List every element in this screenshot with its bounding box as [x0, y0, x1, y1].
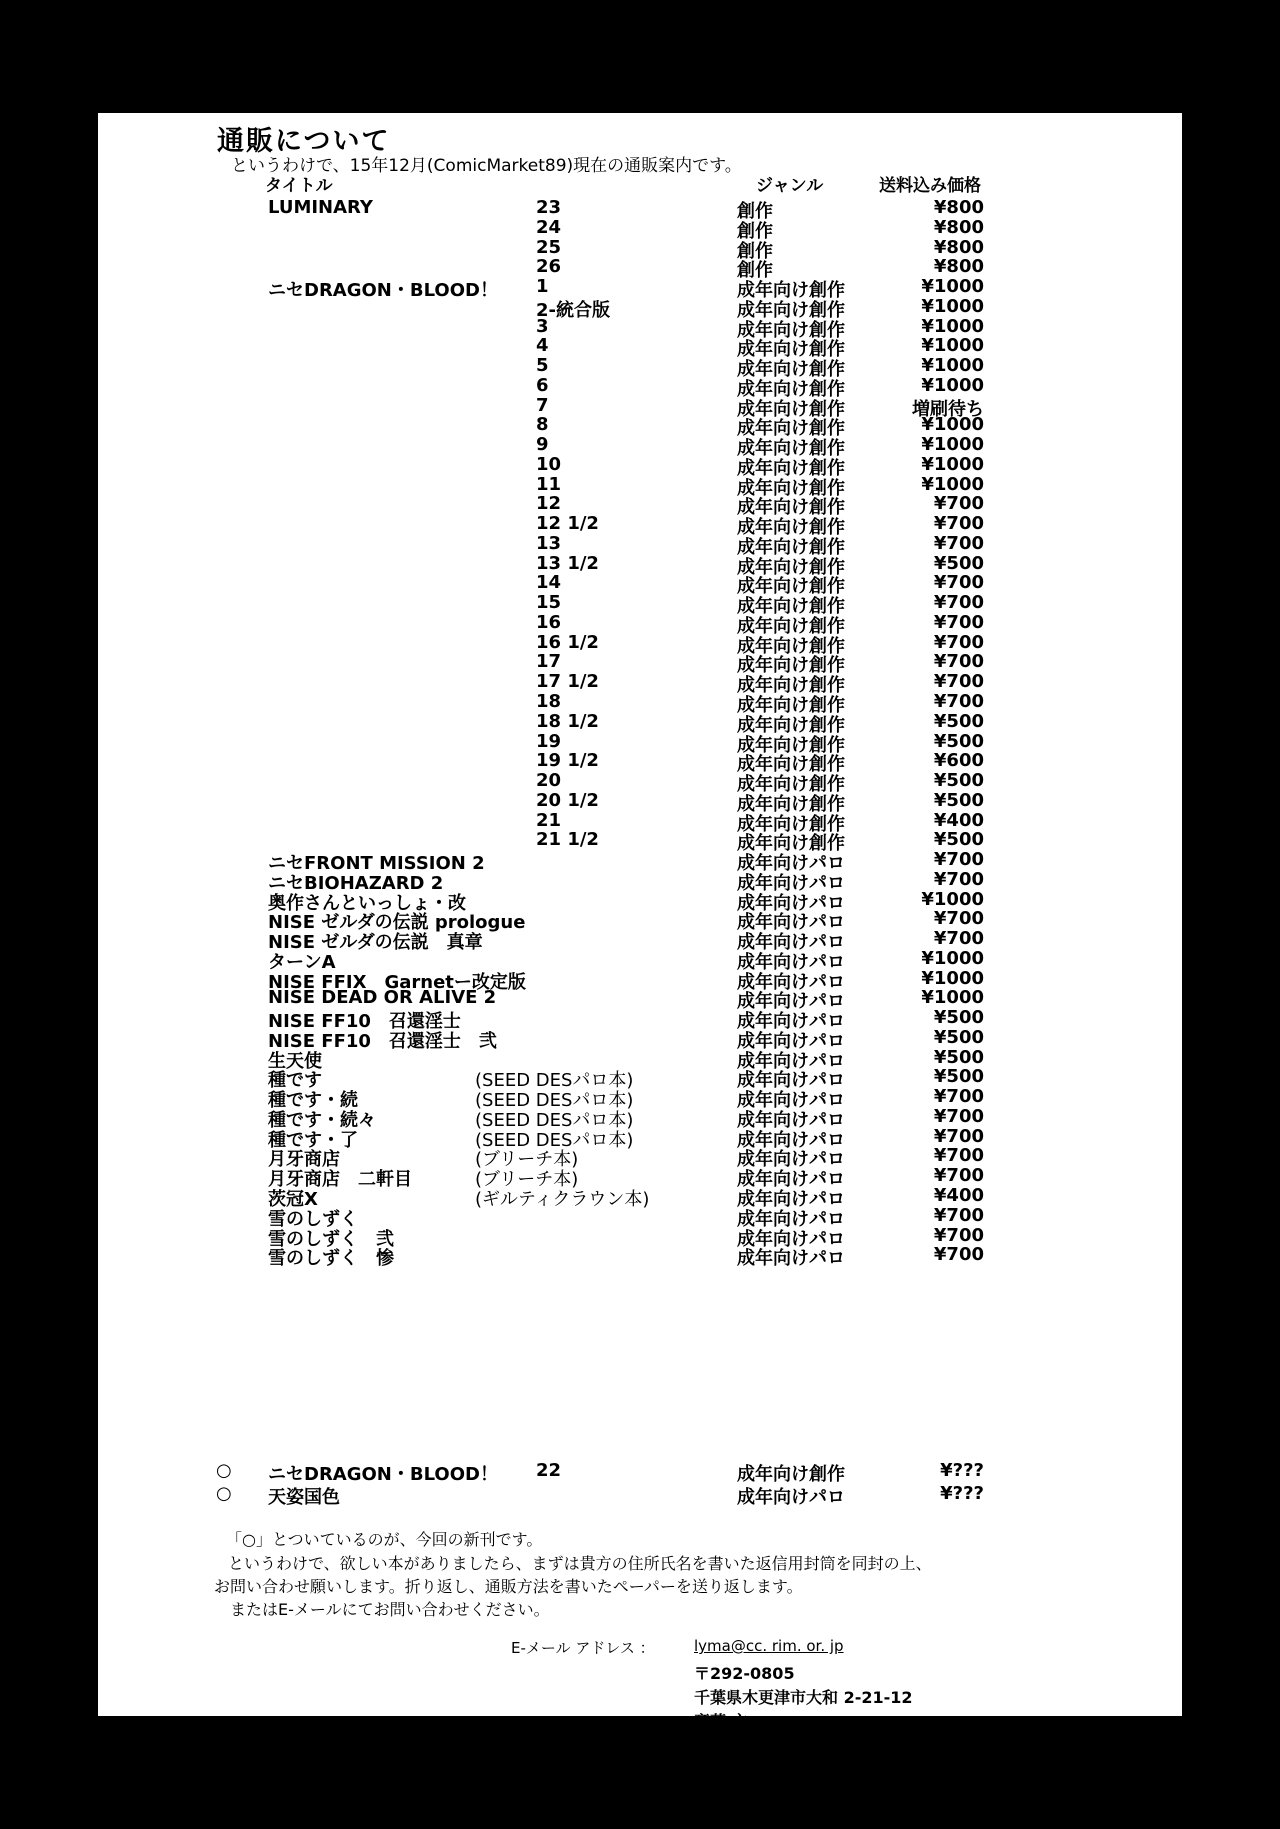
book-price: ¥1000	[921, 374, 984, 396]
book-genre: 成年向け創作	[737, 477, 845, 499]
book-genre: 成年向けパロ	[737, 1070, 845, 1092]
book-genre: 成年向け創作	[737, 556, 845, 578]
book-title: ニセDRAGON・BLOOD！	[268, 280, 498, 302]
volume-number: 6	[536, 374, 549, 396]
volume-number: 13 1/2	[536, 552, 599, 574]
volume-number: 3	[536, 315, 549, 337]
book-title: NISE DEAD OR ALIVE 2	[268, 987, 497, 1009]
book-price: ¥700	[933, 908, 984, 930]
book-genre: 成年向けパロ	[737, 1228, 845, 1250]
book-genre: 成年向けパロ	[737, 1050, 845, 1072]
book-price: ¥700	[933, 592, 984, 614]
book-price: ¥1000	[921, 276, 984, 298]
postal-code: 〒292-0805	[694, 1664, 795, 1683]
volume-number: 12 1/2	[536, 513, 599, 535]
book-price: ¥700	[933, 1165, 984, 1187]
volume-number: 8	[536, 414, 549, 436]
volume-number: 17 1/2	[536, 671, 599, 693]
book-genre: 成年向け創作	[737, 536, 845, 558]
volume-number: 9	[536, 434, 549, 456]
table-row	[0, 1460, 1280, 1483]
book-price: ¥1000	[921, 967, 984, 989]
book-title: 種です	[268, 1070, 322, 1092]
volume-number: 23	[536, 197, 562, 218]
book-note: (SEED DESパロ本)	[475, 1090, 634, 1112]
volume-number: 7	[536, 394, 549, 416]
column-header-genre: ジャンル	[756, 176, 824, 196]
book-price: ¥500	[933, 552, 984, 574]
book-price: ¥500	[933, 1007, 984, 1029]
book-genre: 成年向けパロ	[737, 872, 845, 894]
book-price: ¥700	[933, 611, 984, 633]
book-genre: 成年向け創作	[737, 695, 845, 716]
volume-number: 14	[536, 572, 562, 594]
book-genre: 成年向け創作	[737, 596, 845, 618]
book-genre: 成年向け創作	[737, 378, 845, 400]
book-genre: 成年向けパロ	[737, 1149, 845, 1171]
book-price: ¥500	[933, 730, 984, 752]
book-title: 雪のしずく 惨	[268, 1248, 394, 1270]
volume-number: 26	[536, 256, 562, 278]
book-price: ¥1000	[921, 295, 984, 317]
book-title: 雪のしずく	[268, 1208, 358, 1230]
book-title: 天姿国色	[268, 1487, 340, 1508]
book-genre: 創作	[737, 240, 773, 262]
book-price: ¥700	[933, 671, 984, 693]
book-genre: 成年向けパロ	[737, 1248, 845, 1270]
book-title: 種です・続々	[268, 1109, 376, 1131]
book-price: ¥400	[933, 1185, 984, 1206]
footer-line-3: お問い合わせ願いします。折り返し、通販方法を書いたペーパーを送り返します。	[214, 1577, 803, 1596]
volume-number: 1	[536, 276, 549, 298]
book-price: ¥700	[933, 532, 984, 554]
volume-number: 18	[536, 691, 562, 712]
book-title: 種です・続	[268, 1090, 358, 1112]
book-title: ターンA	[268, 951, 336, 973]
page-title: 通販について	[217, 126, 391, 157]
book-genre: 成年向けパロ	[737, 1129, 845, 1151]
volume-number: 20	[536, 770, 562, 792]
volume-number: 25	[536, 236, 562, 258]
book-genre: 成年向けパロ	[737, 1169, 845, 1191]
volume-number: 17	[536, 651, 562, 673]
book-price: ¥700	[933, 631, 984, 653]
book-title: NISE ゼルダの伝説 真章	[268, 932, 483, 954]
book-title: ニセFRONT MISSION 2	[268, 853, 485, 875]
book-genre: 成年向け創作	[737, 774, 845, 796]
book-genre: 成年向け創作	[737, 813, 845, 835]
book-genre: 成年向け創作	[737, 398, 845, 420]
book-price: ¥700	[933, 1086, 984, 1108]
column-header-price: 送料込み価格	[879, 176, 981, 196]
volume-number: 19 1/2	[536, 750, 599, 772]
book-price: ¥700	[933, 1224, 984, 1246]
book-genre: 創作	[737, 260, 773, 282]
book-title: NISE FF10 召還淫士	[268, 1011, 461, 1033]
book-genre: 成年向け創作	[737, 714, 845, 736]
table-row	[0, 1244, 1280, 1270]
book-price: ¥1000	[921, 473, 984, 495]
book-price: ¥800	[933, 236, 984, 258]
book-genre: 成年向けパロ	[737, 1090, 845, 1112]
book-genre: 成年向け創作	[737, 675, 845, 697]
book-title: NISE ゼルダの伝説 prologue	[268, 912, 526, 934]
book-title: 奥作さんといっしょ・改	[268, 892, 466, 914]
volume-number: 16 1/2	[536, 631, 599, 653]
book-price: ¥800	[933, 216, 984, 238]
book-genre: 成年向けパロ	[737, 1487, 845, 1508]
book-price: 増刷待ち	[912, 398, 984, 420]
book-price: ¥???	[940, 1460, 984, 1481]
volume-number: 21	[536, 809, 562, 831]
book-price: ¥500	[933, 710, 984, 732]
book-genre: 成年向け創作	[737, 517, 845, 539]
book-title: NISE FFIX Garnetー改定版	[268, 971, 526, 993]
book-price: ¥700	[933, 1145, 984, 1167]
book-price: ¥1000	[921, 414, 984, 436]
address: 千葉県木更津市大和 2-21-12	[694, 1688, 913, 1707]
book-genre: 成年向けパロ	[737, 892, 845, 914]
book-price: ¥1000	[921, 947, 984, 969]
column-header-title: タイトル	[265, 176, 333, 196]
book-genre: 成年向け創作	[737, 754, 845, 776]
book-price: ¥700	[933, 1244, 984, 1266]
book-title: 生天使	[268, 1050, 322, 1072]
volume-number: 21 1/2	[536, 829, 599, 851]
book-title: NISE FF10 召還淫士 弐	[268, 1030, 497, 1052]
table-row	[0, 1483, 1280, 1506]
book-genre: 創作	[737, 220, 773, 242]
footer-line-4: またはE-メールにてお問い合わせください。	[230, 1600, 550, 1619]
book-price: ¥1000	[921, 355, 984, 377]
book-price: ¥700	[933, 572, 984, 594]
book-genre: 成年向け創作	[737, 833, 845, 855]
volume-number: 10	[536, 453, 562, 475]
book-note: (ブリーチ本)	[475, 1169, 579, 1191]
book-genre: 成年向け創作	[737, 793, 845, 815]
book-genre: 成年向け創作	[737, 615, 845, 637]
book-price: ¥700	[933, 651, 984, 673]
book-price: ¥800	[933, 197, 984, 218]
book-genre: 成年向け創作	[737, 339, 845, 361]
footer-line-2: というわけで、欲しい本がありましたら、まずは貴方の住所氏名を書いた返信用封筒を同封の上、	[228, 1554, 932, 1573]
volume-number: 13	[536, 532, 562, 554]
book-price: ¥700	[933, 513, 984, 535]
book-genre: 成年向け創作	[737, 438, 845, 460]
volume-number: 5	[536, 355, 549, 377]
book-title: 月牙商店 二軒目	[268, 1169, 412, 1191]
book-genre: 成年向けパロ	[737, 1030, 845, 1052]
book-price: ¥500	[933, 829, 984, 851]
book-genre: 成年向けパロ	[737, 932, 845, 954]
volume-number: 12	[536, 493, 562, 515]
book-genre: 成年向け創作	[737, 418, 845, 440]
book-price: ¥1000	[921, 434, 984, 456]
email-label: E-メール アドレス ：	[511, 1639, 655, 1657]
book-price: ¥1000	[921, 335, 984, 357]
book-genre: 成年向け創作	[737, 655, 845, 677]
book-genre: 成年向け創作	[737, 359, 845, 381]
book-genre: 成年向け創作	[737, 457, 845, 479]
book-genre: 成年向け創作	[737, 319, 845, 341]
book-genre: 成年向けパロ	[737, 971, 845, 993]
book-price: ¥500	[933, 789, 984, 811]
book-genre: 成年向け創作	[737, 280, 845, 302]
intro-text: というわけで、15年12月(ComicMarket89)現在の通販案内です。	[231, 156, 742, 176]
book-note: (SEED DESパロ本)	[475, 1070, 634, 1092]
book-genre: 成年向けパロ	[737, 912, 845, 934]
book-price: ¥700	[933, 849, 984, 871]
book-genre: 成年向け創作	[737, 1464, 845, 1485]
book-genre: 成年向け創作	[737, 497, 845, 519]
book-price: ¥???	[940, 1483, 984, 1504]
book-title: 雪のしずく 弐	[268, 1228, 394, 1250]
book-price: ¥600	[933, 750, 984, 772]
book-price: ¥700	[933, 1125, 984, 1147]
book-price: ¥1000	[921, 888, 984, 910]
book-price: ¥400	[933, 809, 984, 831]
book-title: 月牙商店	[268, 1149, 340, 1171]
new-mark: ○	[216, 1460, 232, 1481]
book-title: 種です・了	[268, 1129, 358, 1151]
book-genre: 成年向けパロ	[737, 1208, 845, 1230]
book-price: ¥1000	[921, 453, 984, 475]
book-title: LUMINARY	[268, 197, 373, 218]
book-title: 茨冠X	[268, 1189, 318, 1210]
ltm-logo: LTM.	[835, 1723, 949, 1753]
book-genre: 成年向けパロ	[737, 853, 845, 875]
book-title: ニセBIOHAZARD 2	[268, 872, 444, 894]
new-mark: ○	[216, 1483, 232, 1504]
book-price: ¥800	[933, 256, 984, 278]
book-price: ¥700	[933, 928, 984, 950]
book-genre: 成年向け創作	[737, 576, 845, 598]
book-genre: 創作	[737, 201, 773, 222]
volume-number: 15	[536, 592, 562, 614]
book-title: ニセDRAGON・BLOOD！	[268, 1464, 498, 1485]
book-note: (SEED DESパロ本)	[475, 1109, 634, 1131]
book-price: ¥700	[933, 493, 984, 515]
volume-number: 11	[536, 473, 562, 495]
volume-number: 24	[536, 216, 562, 238]
book-genre: 成年向け創作	[737, 299, 845, 321]
volume-number: 19	[536, 730, 562, 752]
book-note: (ギルティクラウン本)	[475, 1189, 650, 1210]
volume-number: 2-統合版	[536, 299, 610, 321]
recipient: 斉藤 方	[694, 1712, 748, 1731]
book-price: ¥700	[933, 691, 984, 712]
book-genre: 成年向けパロ	[737, 1011, 845, 1033]
book-note: (SEED DESパロ本)	[475, 1129, 634, 1151]
book-genre: 成年向け創作	[737, 734, 845, 756]
book-genre: 成年向けパロ	[737, 1189, 845, 1210]
volume-number: 22	[536, 1460, 562, 1481]
volume-number: 4	[536, 335, 549, 357]
book-note: (ブリーチ本)	[475, 1149, 579, 1171]
book-genre: 成年向けパロ	[737, 991, 845, 1013]
book-price: ¥1000	[921, 987, 984, 1009]
email-address[interactable]: lyma@cc. rim. or. jp	[694, 1637, 844, 1655]
book-price: ¥700	[933, 868, 984, 890]
book-genre: 成年向けパロ	[737, 1109, 845, 1131]
volume-number: 18 1/2	[536, 710, 599, 732]
book-price: ¥500	[933, 1066, 984, 1088]
footer-line-1: 「○」とついているのが、今回の新刊です。	[226, 1530, 543, 1549]
book-price: ¥700	[933, 1105, 984, 1127]
volume-number: 20 1/2	[536, 789, 599, 811]
book-price: ¥500	[933, 1046, 984, 1068]
book-genre: 成年向け創作	[737, 635, 845, 657]
book-price: ¥500	[933, 1026, 984, 1048]
book-price: ¥1000	[921, 315, 984, 337]
book-price: ¥700	[933, 1204, 984, 1226]
book-price: ¥500	[933, 770, 984, 792]
book-genre: 成年向けパロ	[737, 951, 845, 973]
volume-number: 16	[536, 611, 562, 633]
